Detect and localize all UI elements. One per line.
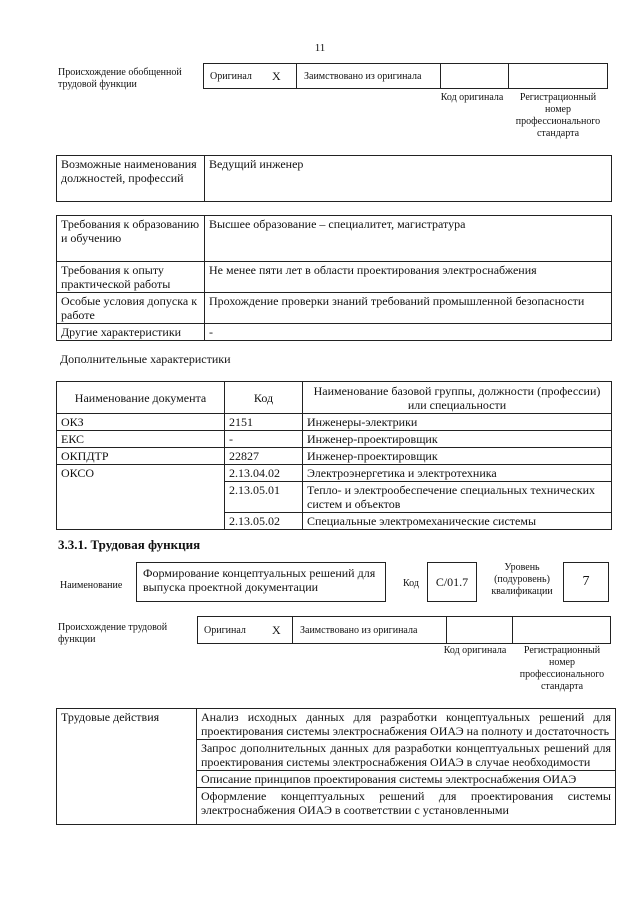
origin-original-label: Оригинал (204, 625, 246, 636)
origin-original-label: Оригинал (210, 71, 252, 82)
doc-table (56, 381, 612, 530)
section-title: 3.3.1. Трудовая функция (58, 537, 201, 552)
table-row (57, 709, 616, 740)
req-label: Особые условия допуска к работе (57, 293, 205, 324)
code-cell: 22827 (225, 448, 303, 465)
req-label: Требования к опыту практической работы (57, 262, 205, 293)
name-cell: Инженеры-электрики (303, 414, 612, 431)
name-cell: Тепло- и электрообеспечение специальных технических систем и объектов (303, 482, 612, 513)
req-value: Прохождение проверки знаний требований промышленной безопасности (205, 293, 612, 324)
code-cell: 2.13.04.02 (225, 465, 303, 482)
origin-reg-caption: Регистрационный номер профессионального стандарта (519, 645, 605, 692)
origin-divider (292, 617, 293, 643)
function-code-value: С/01.7 (427, 562, 477, 602)
action-item: Описание принципов проектирования системы электроснабжения ОИАЭ (197, 771, 616, 788)
origin-divider (296, 64, 297, 88)
origin-reg-caption: Регистрационный номер профессионального стандарта (515, 92, 601, 139)
origin-divider-2 (440, 64, 441, 88)
action-item: Анализ исходных данных для разработки концептуальных решений для проектирования системы электроснабжения ОИАЭ на полноту и достаточность (197, 709, 616, 740)
doc-cell: ОКЗ (57, 414, 225, 431)
origin-box (197, 616, 611, 644)
code-cell: - (225, 431, 303, 448)
table-row (57, 414, 612, 431)
name-cell: Инженер-проектировщик (303, 431, 612, 448)
origin-divider-3 (508, 64, 509, 88)
action-item: Запрос дополнительных данных для разработки концептуальных решений для проектирования системы электроснабжения ОИАЭ в случае необходимости (197, 740, 616, 771)
origin-mark: X (272, 69, 281, 83)
positions-label: Возможные наименования должностей, профессий (57, 156, 205, 202)
origin-borrowed-label: Заимствовано из оригинала (300, 625, 418, 636)
req-label: Другие характеристики (57, 324, 205, 341)
doc-header: Код (225, 382, 303, 414)
name-cell: Электроэнергетика и электротехника (303, 465, 612, 482)
code-cell: 2.13.05.01 (225, 482, 303, 513)
code-cell: 2.13.05.02 (225, 513, 303, 530)
origin-divider-2 (446, 617, 447, 643)
origin-borrowed-label: Заимствовано из оригинала (304, 71, 422, 82)
table-row (57, 431, 612, 448)
positions-value: Ведущий инженер (205, 156, 612, 202)
positions-table (56, 155, 612, 202)
origin-label: Происхождение обобщенной трудовой функции (58, 67, 182, 90)
table-row (57, 448, 612, 465)
name-cell: Инженер-проектировщик (303, 448, 612, 465)
function-level-value: 7 (563, 562, 609, 602)
page-number: 11 (314, 42, 326, 54)
function-code-label: Код (403, 578, 419, 589)
name-cell: Специальные электромеханические системы (303, 513, 612, 530)
origin-mark: X (272, 623, 281, 637)
function-name-value: Формирование концептуальных решений для выпуска проектной документации (136, 562, 386, 602)
doc-cell: ОКСО (57, 465, 225, 530)
doc-header: Наименование базовой группы, должности (профессии) или специальности (303, 382, 612, 414)
additional-title: Дополнительные характеристики (60, 352, 231, 366)
actions-table (56, 708, 616, 825)
origin-code-caption: Код оригинала (443, 645, 507, 656)
doc-cell: ЕКС (57, 431, 225, 448)
requirements-table (56, 215, 612, 341)
doc-header: Наименование документа (57, 382, 225, 414)
doc-cell: ОКПДТР (57, 448, 225, 465)
origin-divider-3 (512, 617, 513, 643)
req-value: Не менее пяти лет в области проектирования электроснабжения (205, 262, 612, 293)
action-item: Оформление концептуальных решений для проектирования системы электроснабжения ОИАЭ в соответствии с установленными (197, 788, 616, 825)
origin-code-caption: Код оригинала (440, 92, 504, 103)
req-label: Требования к образованию и обучению (57, 216, 205, 262)
req-value: - (205, 324, 612, 341)
origin-label: Происхождение трудовой функции (58, 622, 168, 645)
code-cell: 2151 (225, 414, 303, 431)
function-name-label: Наименование (60, 580, 123, 591)
actions-label: Трудовые действия (57, 709, 197, 825)
table-row (57, 465, 612, 482)
req-value: Высшее образование – специалитет, магистратура (205, 216, 612, 262)
function-level-label: Уровень (подуровень) квалификации (491, 562, 553, 597)
origin-box (203, 63, 608, 89)
